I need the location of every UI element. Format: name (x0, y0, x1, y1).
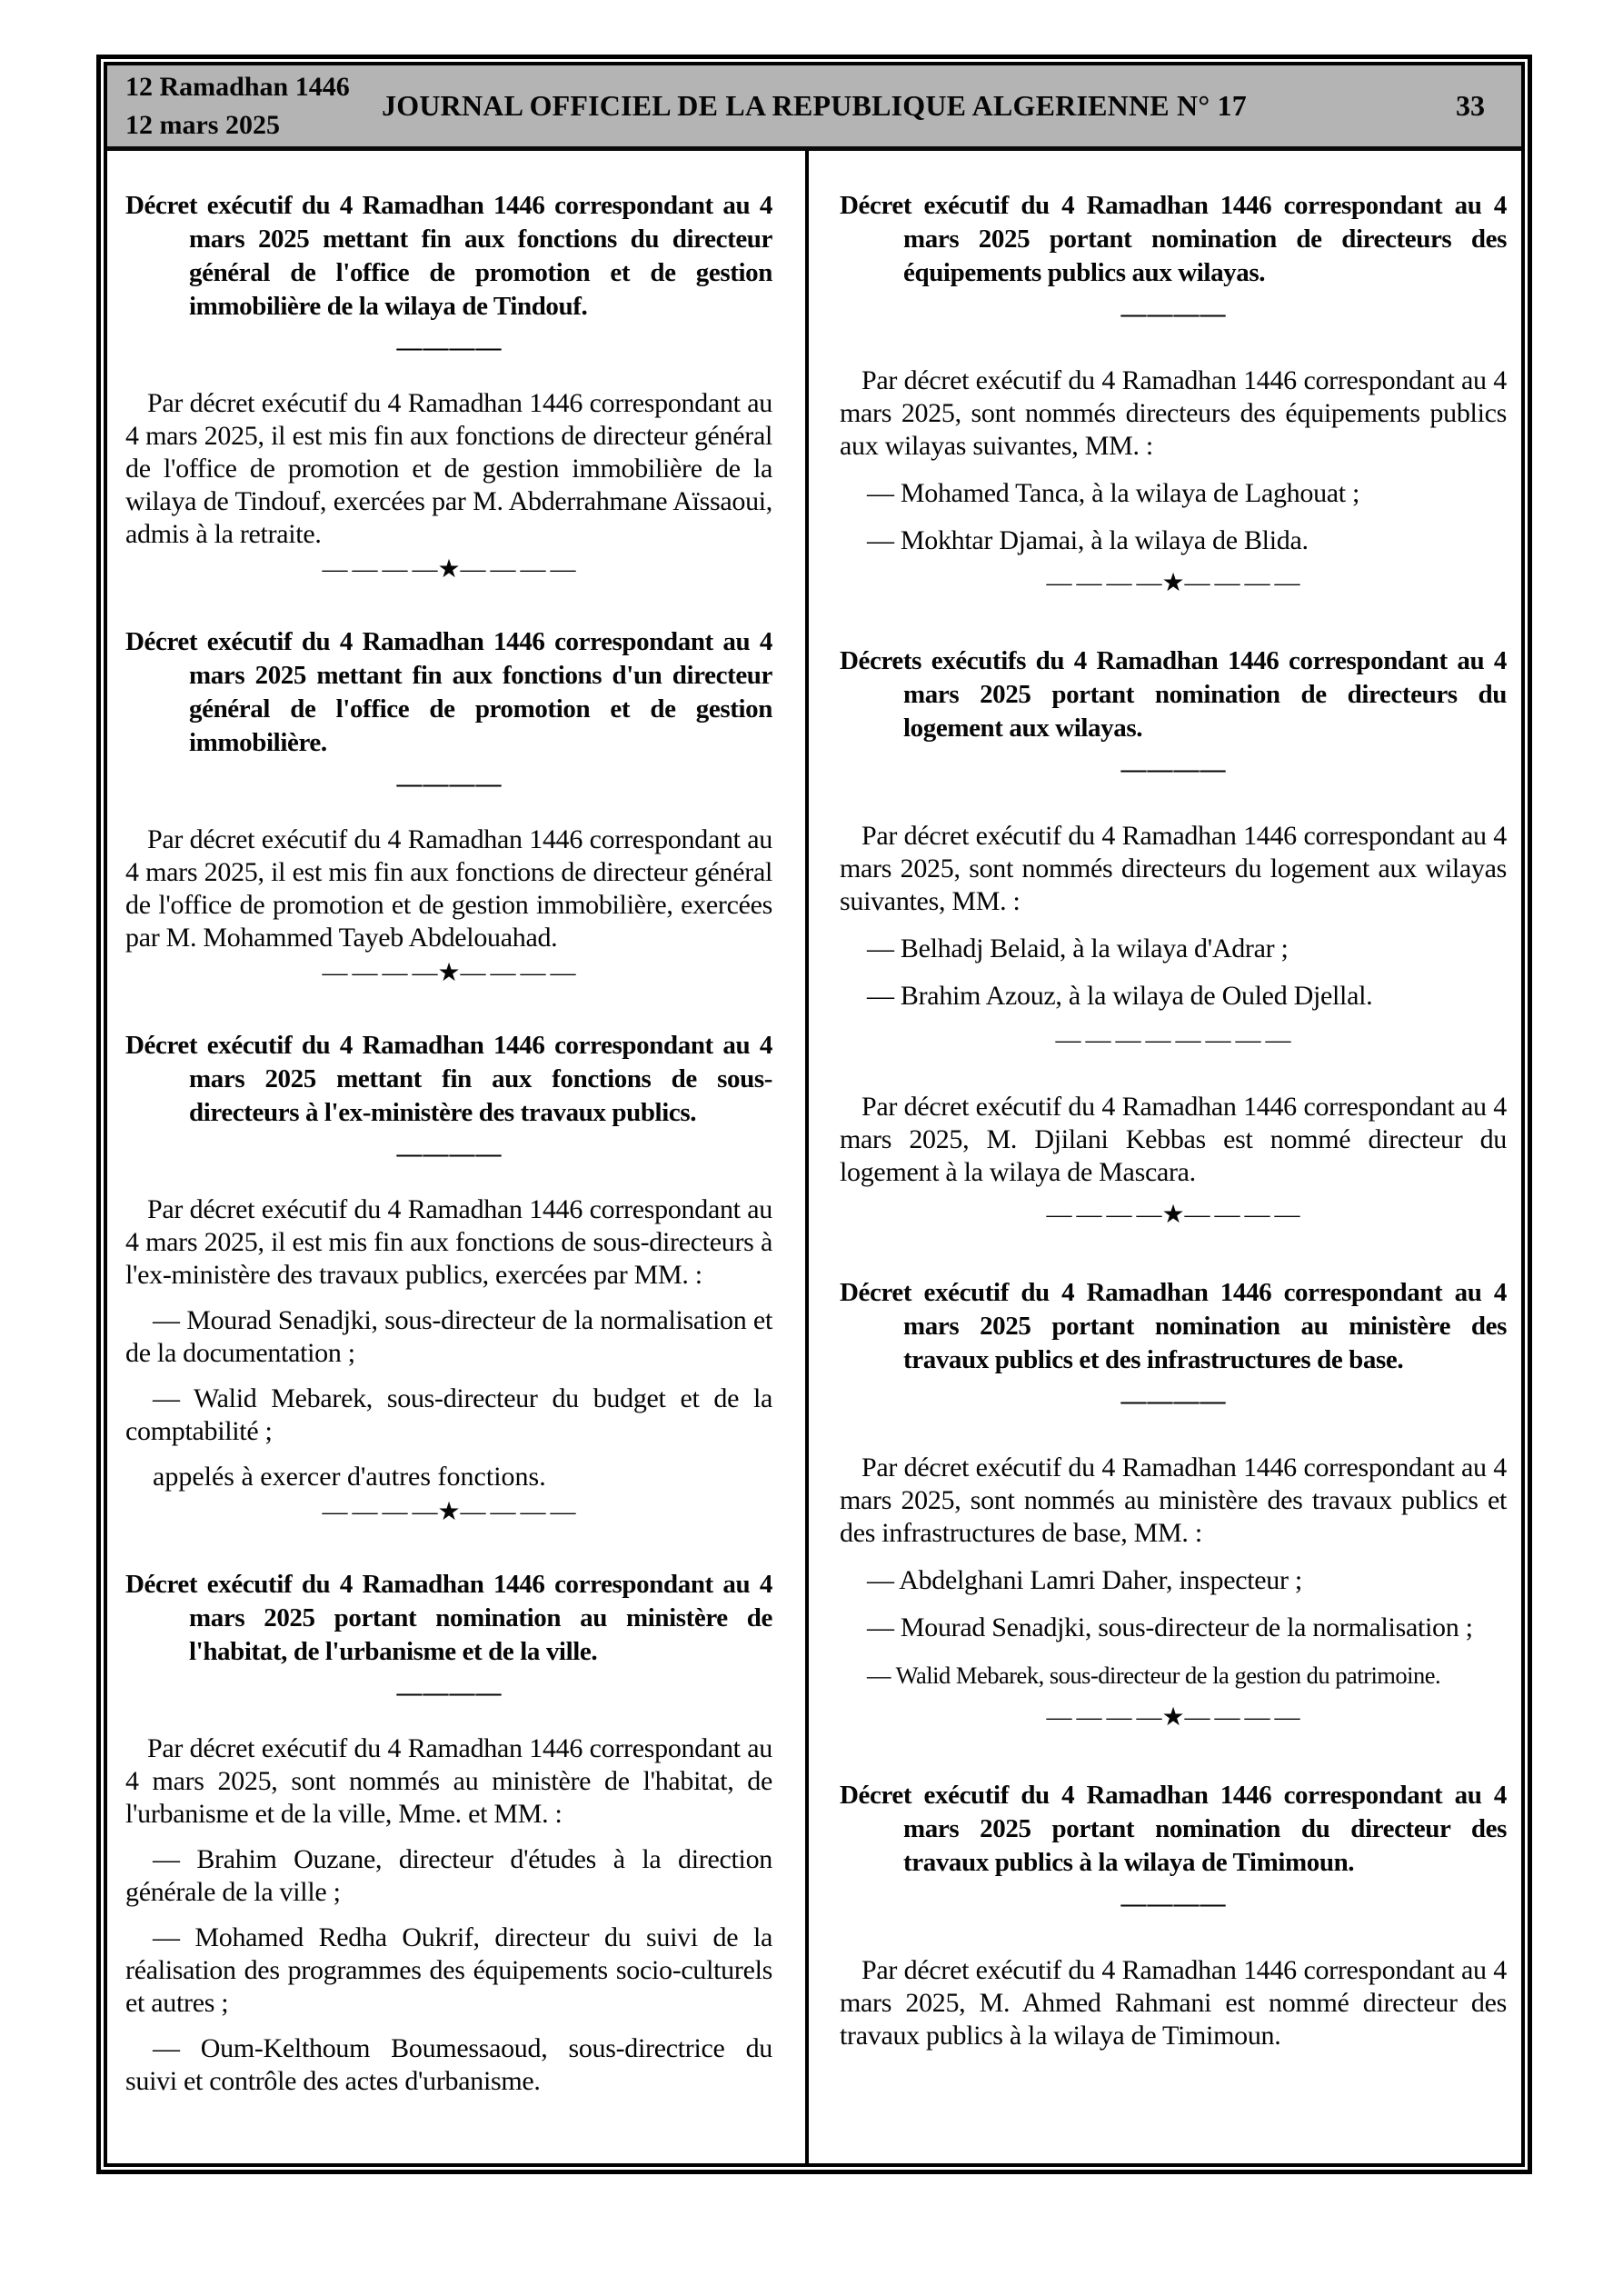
list-item: — Mourad Senadjki, sous-directeur de la normalisation et de la documentation ; (125, 1305, 772, 1368)
separator-star: — — — —★— — — — (322, 1498, 576, 1526)
list-item: — Mourad Senadjki, sous-directeur de la normalisation ; (867, 1612, 1473, 1642)
separator-dash: — — — — (396, 770, 502, 798)
separator-star: — — — —★— — — — (322, 959, 576, 987)
list-item: — Brahim Ouzane, directeur d'études à la direction générale de la ville ; (125, 1844, 772, 1907)
separator-star: — — — —★— — — — (1046, 569, 1300, 597)
page-header (107, 65, 1521, 151)
list-item: — Abdelghani Lamri Daher, inspecteur ; (867, 1565, 1302, 1595)
decree-title: Décrets exécutifs du 4 Ramadhan 1446 correspondant au 4 mars 2025 portant nomination de directeurs du logement aux wilayas. (840, 646, 1507, 743)
decree-title: Décret exécutif du 4 Ramadhan 1446 correspondant au 4 mars 2025 portant nomination de directeurs des équipements publics aux wilayas. (840, 191, 1507, 287)
separator-star: — — — —★— — — — (1046, 1703, 1300, 1732)
gregorian-date: 12 mars 2025 (125, 109, 280, 140)
body-paragraph: Par décret exécutif du 4 Ramadhan 1446 correspondant au 4 mars 2025, il est mis fin aux fonctions de directeur général de l'office de promotion et de gestion immobilière, exercées par M. Mohammed Tayeb Abdelouahad. (125, 824, 772, 953)
left-column (107, 151, 805, 2163)
decree-title: Décret exécutif du 4 Ramadhan 1446 correspondant au 4 mars 2025 mettant fin aux fonctions de sous-directeurs à l'ex-ministère des travaux publics. (125, 1031, 772, 1127)
page-number: 33 (1456, 89, 1485, 122)
body-paragraph: Par décret exécutif du 4 Ramadhan 1446 correspondant au 4 mars 2025, sont nommés au ministère des travaux publics et des infrastructures de base, MM. : (840, 1452, 1507, 1548)
hijri-date: 12 Ramadhan 1446 (125, 71, 350, 102)
body-paragraph: Par décret exécutif du 4 Ramadhan 1446 correspondant au 4 mars 2025, M. Djilani Kebbas est nommé directeur du logement à la wilaya de Mascara. (840, 1092, 1507, 1187)
list-item: — Walid Mebarek, sous-directeur du budget et de la comptabilité ; (125, 1383, 772, 1446)
separator-dash: — — — — (396, 1140, 502, 1168)
separator-long-dash: — — — — — — — — (1055, 1026, 1291, 1054)
separator-dash: — — — — (1120, 1890, 1226, 1918)
separator-star: — — — —★— — — — (1046, 1201, 1300, 1229)
body-paragraph: Par décret exécutif du 4 Ramadhan 1446 correspondant au 4 mars 2025, M. Ahmed Rahmani est nommé directeur des travaux publics à la wilaya de Timimoun. (840, 1955, 1507, 2051)
list-item: — Mohamed Redha Oukrif, directeur du suivi de la réalisation des programmes des équipements socio-culturels et autres ; (125, 1922, 772, 2018)
header-dates (107, 68, 380, 145)
decree-title: Décret exécutif du 4 Ramadhan 1446 correspondant au 4 mars 2025 mettant fin aux fonctions du directeur général de l'office de promotion et de gestion immobilière de la wilaya de Tindouf. (125, 191, 772, 321)
decree-title: Décret exécutif du 4 Ramadhan 1446 correspondant au 4 mars 2025 mettant fin aux fonctions d'un directeur général de l'office de promotion et de gestion immobilière. (125, 627, 772, 757)
content-columns (107, 151, 1521, 2163)
separator-dash: — — — — (396, 1679, 502, 1707)
body-paragraph: Par décret exécutif du 4 Ramadhan 1446 correspondant au 4 mars 2025, sont nommés directeurs du logement aux wilayas suivantes, MM. : (840, 821, 1507, 916)
list-item: — Brahim Azouz, à la wilaya de Ouled Djellal. (867, 981, 1373, 1011)
closing-line: appelés à exercer d'autres fonctions. (153, 1462, 546, 1492)
right-column (805, 151, 1521, 2163)
list-item: — Belhadj Belaid, à la wilaya d'Adrar ; (867, 933, 1289, 963)
body-paragraph: Par décret exécutif du 4 Ramadhan 1446 correspondant au 4 mars 2025, sont nommés directeurs des équipements publics aux wilayas suivantes, MM. : (840, 365, 1507, 461)
page-frame (96, 55, 1532, 2174)
body-paragraph: Par décret exécutif du 4 Ramadhan 1446 correspondant au 4 mars 2025, sont nommés au ministère de l'habitat, de l'urbanisme et de la ville, Mme. et MM. : (125, 1733, 772, 1829)
decree-title: Décret exécutif du 4 Ramadhan 1446 correspondant au 4 mars 2025 portant nomination au ministère de l'habitat, de l'urbanisme et de la ville. (125, 1570, 772, 1666)
decree-title: Décret exécutif du 4 Ramadhan 1446 correspondant au 4 mars 2025 portant nomination du directeur des travaux publics à la wilaya de Timimoun. (840, 1781, 1507, 1877)
separator-dash: — — — — (396, 334, 502, 362)
list-item: — Mohamed Tanca, à la wilaya de Laghouat ; (867, 478, 1360, 508)
list-item: — Oum-Kelthoum Boumessaoud, sous-directrice du suivi et contrôle des actes d'urbanisme. (125, 2033, 772, 2096)
page-frame-inner (104, 62, 1525, 2167)
separator-star: — — — —★— — — — (322, 555, 576, 584)
body-paragraph: Par décret exécutif du 4 Ramadhan 1446 correspondant au 4 mars 2025, il est mis fin aux fonctions de sous-directeurs à l'ex-ministère des travaux publics, exercées par MM. : (125, 1194, 772, 1290)
body-paragraph: Par décret exécutif du 4 Ramadhan 1446 correspondant au 4 mars 2025, il est mis fin aux fonctions de directeur général de l'office de promotion et de gestion immobilière de la wilaya de Tindouf, exercées par M. Abderrahmane Aïssaoui, admis à la retraite. (125, 388, 772, 549)
list-item: — Mokhtar Djamai, à la wilaya de Blida. (867, 525, 1309, 555)
separator-dash: — — — — (1120, 755, 1226, 784)
separator-dash: — — — — (1120, 1387, 1226, 1415)
journal-title: JOURNAL OFFICIEL DE LA REPUBLIQUE ALGERIENNE N° 17 (382, 89, 1247, 122)
list-item: — Walid Mebarek, sous-directeur de la gestion du patrimoine. (867, 1662, 1441, 1689)
separator-dash: — — — — (1120, 300, 1226, 328)
decree-title: Décret exécutif du 4 Ramadhan 1446 correspondant au 4 mars 2025 portant nomination au ministère des travaux publics et des infrastructures de base. (840, 1278, 1507, 1374)
